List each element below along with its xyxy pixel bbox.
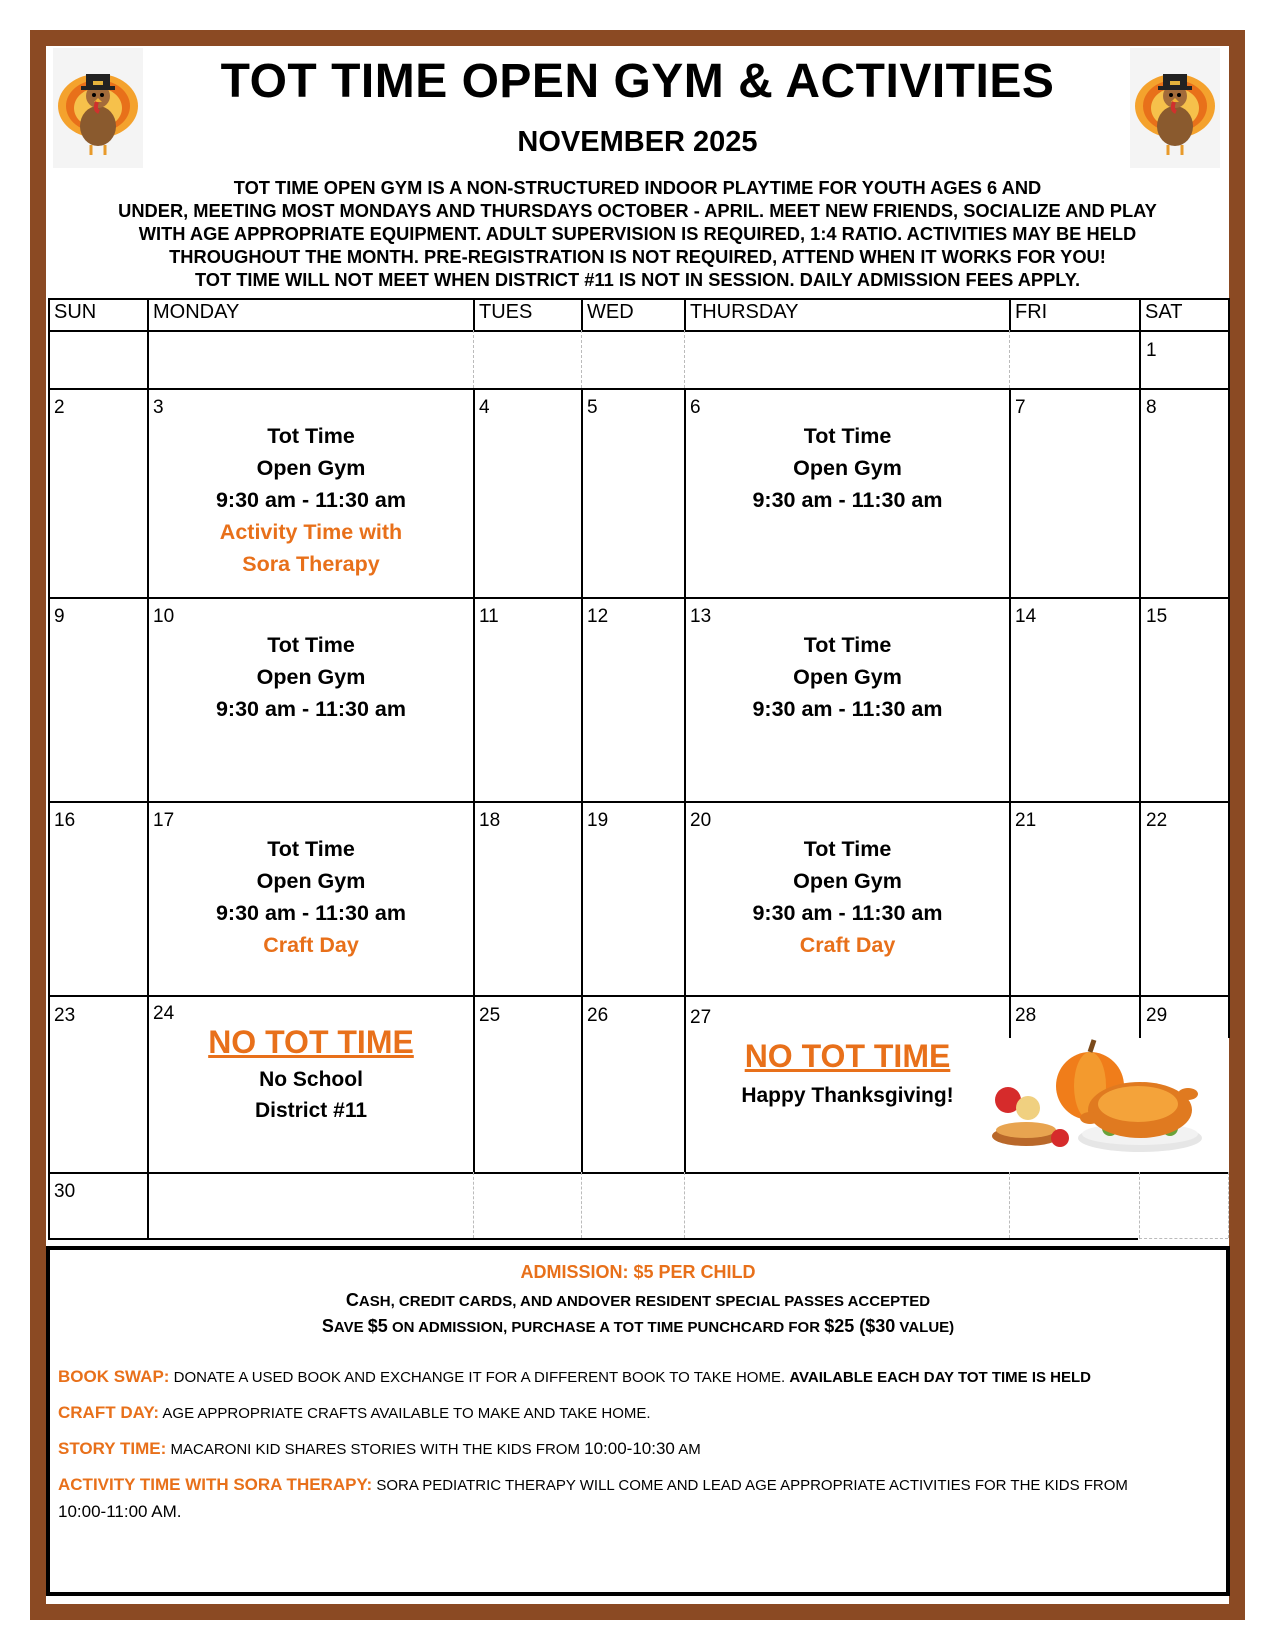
- month-subtitle: NOVEMBER 2025: [517, 126, 758, 158]
- date-number: 19: [587, 810, 609, 831]
- thanksgiving-text: Happy Thanksgiving!: [741, 1084, 954, 1107]
- date-number: 16: [54, 810, 76, 831]
- event-activity: Activity Time with: [219, 520, 403, 544]
- thanksgiving-feast-icon: [990, 1038, 1208, 1164]
- event-time: 9:30 am - 11:30 am: [215, 697, 407, 721]
- grid-line: [48, 597, 1228, 599]
- intro-text: [55, 176, 1220, 291]
- grid-line: [1009, 330, 1010, 388]
- text-run: ON ADMISSION, PURCHASE A TOT TIME PUNCHCARD FOR: [387, 1319, 825, 1336]
- grid-line: [1139, 1238, 1228, 1239]
- date-number: 28: [1015, 1005, 1037, 1026]
- date-number: 26: [587, 1005, 609, 1026]
- no-school-text: No School: [259, 1068, 363, 1091]
- event-craft-day: Craft Day: [799, 933, 896, 957]
- text-run: ASH, CREDIT CARDS, AND ANDOVER RESIDENT SPECIAL PASSES ACCEPTED: [358, 1293, 931, 1310]
- no-school-text: District #11: [254, 1099, 368, 1122]
- grid-line: [48, 298, 1228, 300]
- day-header-sat: SAT: [1145, 301, 1183, 323]
- grid-line: [48, 801, 1228, 803]
- intro-line: UNDER, MEETING MOST MONDAYS AND THURSDAYS OCTOBER - APRIL. MEET NEW FRIENDS, SOCIALIZE AND PLAY: [118, 200, 1157, 221]
- event-craft-day: Craft Day: [263, 933, 359, 957]
- day-header-monday: MONDAY: [153, 301, 240, 323]
- date-number: 1: [1146, 340, 1157, 361]
- grid-line: [1139, 298, 1141, 1038]
- story-time-item: [58, 1436, 1218, 1463]
- grid-line: [1228, 1172, 1229, 1238]
- day-header-fri: FRI: [1015, 301, 1048, 323]
- date-number: 6: [690, 397, 701, 418]
- grid-line: [581, 330, 582, 388]
- event-title: Open Gym: [256, 869, 366, 893]
- event-activity: Sora Therapy: [242, 552, 380, 576]
- event-nov-20: [686, 833, 1009, 961]
- item-label: BOOK SWAP:: [58, 1367, 170, 1386]
- date-number: 3: [153, 397, 164, 418]
- no-tot-time-label: NO TOT TIME: [208, 1024, 414, 1060]
- event-time: 9:30 am - 11:30 am: [215, 901, 407, 925]
- event-title: Open Gym: [793, 456, 902, 480]
- text-run: $5: [367, 1316, 388, 1336]
- event-nov-13: [686, 629, 1009, 725]
- day-header-wed: WED: [587, 301, 634, 323]
- text-run: VALUE): [895, 1319, 955, 1336]
- grid-line: [1009, 388, 1011, 1038]
- text-run: AVE: [333, 1319, 368, 1336]
- admission-title: ADMISSION: $5 PER CHILD: [520, 1262, 756, 1282]
- text-run: C: [345, 1290, 359, 1310]
- item-text: DONATE A USED BOOK AND EXCHANGE IT FOR A DIFFERENT BOOK TO TAKE HOME.: [169, 1369, 790, 1386]
- event-nov-27: [686, 1034, 1009, 1114]
- event-title: Tot Time: [267, 424, 355, 448]
- date-number: 22: [1146, 810, 1168, 831]
- intro-line: WITH AGE APPROPRIATE EQUIPMENT. ADULT SUPERVISION IS REQUIRED, 1:4 RATIO. ACTIVITIES MAY BE HELD: [138, 223, 1137, 244]
- date-number: 8: [1146, 397, 1157, 418]
- grid-line: [48, 388, 1228, 390]
- date-number: 15: [1146, 606, 1168, 627]
- item-text: AVAILABLE EACH DAY TOT TIME IS HELD: [789, 1369, 1092, 1386]
- event-title: Open Gym: [793, 869, 902, 893]
- event-nov-6: [686, 420, 1009, 516]
- book-swap-item: [58, 1364, 1218, 1391]
- item-text: SORA PEDIATRIC THERAPY WILL COME AND LEAD AGE APPROPRIATE ACTIVITIES FOR THE KIDS FROM: [372, 1477, 1128, 1494]
- event-time: 9:30 am - 11:30 am: [215, 488, 407, 512]
- item-text: 10:00-10:30: [584, 1439, 675, 1458]
- event-nov-3: [149, 420, 473, 580]
- grid-line: [1009, 298, 1011, 330]
- day-header-thursday: THURSDAY: [690, 301, 799, 323]
- date-number: 17: [153, 810, 175, 831]
- grid-line: [48, 298, 50, 1238]
- date-number: 25: [479, 1005, 501, 1026]
- sora-therapy-item: [58, 1472, 1218, 1526]
- date-number: 4: [479, 397, 490, 418]
- grid-line: [1228, 298, 1230, 1038]
- item-text: MACARONI KID SHARES STORIES WITH THE KIDS FROM: [166, 1441, 585, 1458]
- date-number: 7: [1015, 397, 1026, 418]
- event-title: Tot Time: [803, 424, 892, 448]
- event-title: Open Gym: [256, 665, 366, 689]
- grid-line: [684, 1172, 685, 1238]
- date-number: 29: [1146, 1005, 1168, 1026]
- grid-line: [684, 298, 686, 330]
- event-nov-10: [149, 629, 473, 725]
- page-title: TOT TIME OPEN GYM & ACTIVITIES: [220, 55, 1055, 108]
- day-header-tues: TUES: [479, 301, 533, 323]
- date-number: 14: [1015, 606, 1037, 627]
- event-title: Open Gym: [793, 665, 902, 689]
- grid-line: [1139, 1172, 1140, 1238]
- intro-line: THROUGHOUT THE MONTH. PRE-REGISTRATION IS NOT REQUIRED, ATTEND WHEN IT WORKS FOR YOU!: [169, 246, 1106, 267]
- text-run: $25 ($30: [824, 1316, 896, 1336]
- item-text: AM: [674, 1441, 701, 1458]
- grid-line: [473, 388, 475, 1172]
- grid-line: [48, 1238, 1138, 1240]
- grid-line: [684, 330, 685, 388]
- item-label: CRAFT DAY:: [58, 1403, 160, 1422]
- grid-line: [48, 1172, 1228, 1174]
- grid-line: [48, 995, 1228, 997]
- grid-line: [1009, 1172, 1010, 1238]
- grid-line: [581, 388, 583, 1172]
- intro-line: TOT TIME WILL NOT MEET WHEN DISTRICT #11 IS NOT IN SESSION. DAILY ADMISSION FEES APPLY.: [194, 269, 1081, 290]
- date-number: 18: [479, 810, 501, 831]
- date-number: 27: [690, 1007, 712, 1028]
- item-label: ACTIVITY TIME WITH SORA THERAPY:: [58, 1475, 373, 1494]
- payment-methods: [50, 1290, 1226, 1311]
- grid-line: [48, 330, 1228, 332]
- item-text: AGE APPROPRIATE CRAFTS AVAILABLE TO MAKE AND TAKE HOME.: [159, 1405, 651, 1422]
- event-title: Open Gym: [256, 456, 366, 480]
- date-number: 12: [587, 606, 609, 627]
- day-header-sun: SUN: [54, 301, 97, 323]
- event-time: 9:30 am - 11:30 am: [752, 697, 943, 721]
- event-nov-24: [149, 1020, 473, 1126]
- item-text: 10:00-11:00 AM.: [58, 1502, 182, 1521]
- event-title: Tot Time: [803, 633, 892, 657]
- date-number: 30: [54, 1181, 76, 1202]
- text-run: S: [321, 1316, 334, 1336]
- grid-line: [581, 298, 583, 330]
- punchcard-offer: [50, 1316, 1226, 1337]
- grid-line: [581, 1172, 582, 1238]
- grid-line: [473, 298, 475, 330]
- date-number: 13: [690, 606, 712, 627]
- craft-day-item: [58, 1400, 1218, 1427]
- no-tot-time-label: NO TOT TIME: [744, 1038, 951, 1074]
- date-number: 23: [54, 1005, 76, 1026]
- event-time: 9:30 am - 11:30 am: [752, 488, 943, 512]
- intro-line: TOT TIME OPEN GYM IS A NON-STRUCTURED INDOOR PLAYTIME FOR YOUTH AGES 6 AND: [233, 177, 1042, 198]
- date-number: 24: [153, 1003, 175, 1024]
- date-number: 21: [1015, 810, 1037, 831]
- item-label: STORY TIME:: [58, 1439, 167, 1458]
- event-title: Tot Time: [267, 837, 355, 861]
- info-box: [46, 1246, 1230, 1596]
- date-number: 5: [587, 397, 598, 418]
- grid-line: [473, 1172, 474, 1238]
- event-nov-17: [149, 833, 473, 961]
- date-number: 10: [153, 606, 175, 627]
- date-number: 2: [54, 397, 65, 418]
- date-number: 9: [54, 606, 65, 627]
- grid-line: [473, 330, 474, 388]
- date-number: 11: [479, 606, 499, 627]
- date-number: 20: [690, 810, 712, 831]
- event-title: Tot Time: [267, 633, 355, 657]
- event-time: 9:30 am - 11:30 am: [752, 901, 943, 925]
- event-title: Tot Time: [803, 837, 892, 861]
